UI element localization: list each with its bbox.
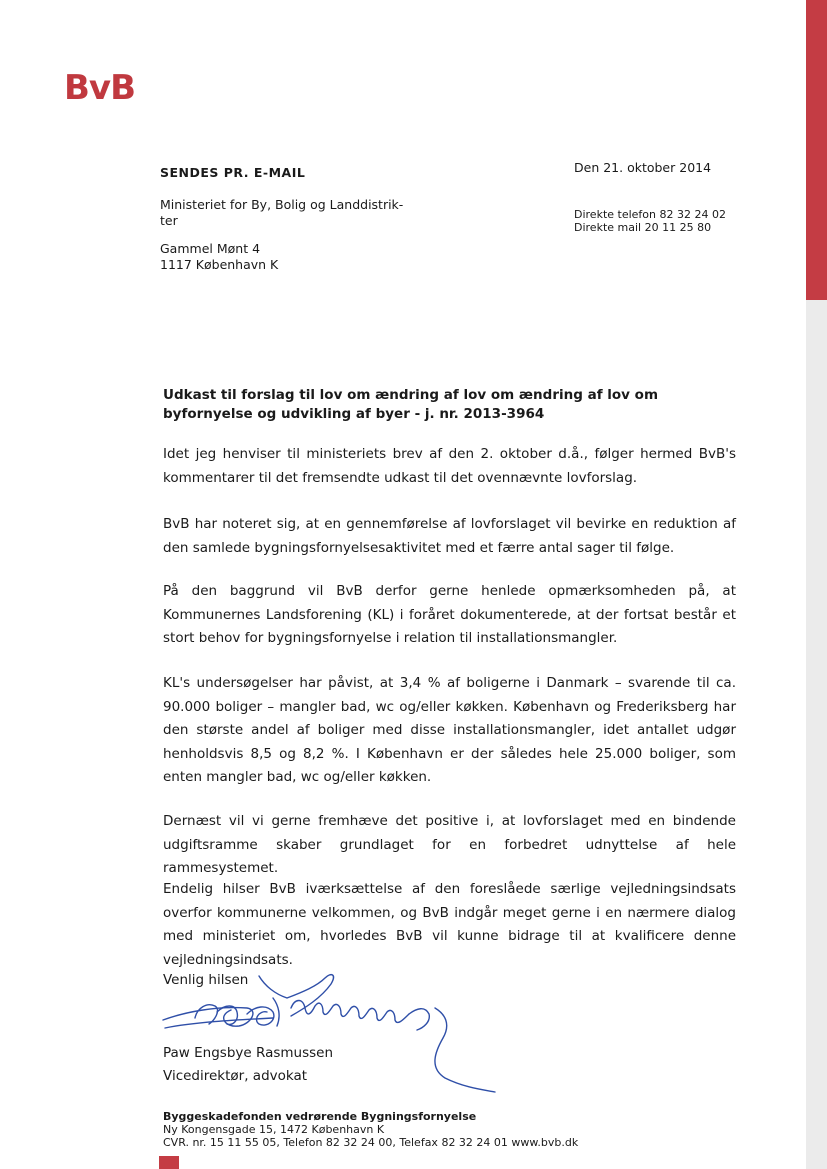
signatory-title: Vicedirektør, advokat xyxy=(163,1068,308,1084)
bvb-logo: BvB xyxy=(64,68,135,108)
recipient-block xyxy=(160,197,403,229)
direct-phone: Direkte telefon 82 32 24 02 xyxy=(574,208,726,221)
delivery-method: SENDES PR. E-MAIL xyxy=(160,165,306,180)
direct-mail: Direkte mail 20 11 25 80 xyxy=(574,221,712,234)
letter-footer xyxy=(163,1110,578,1149)
recipient-line-1: Ministeriet for By, Bolig og Landdistrik- xyxy=(160,197,404,212)
subject-heading: Udkast til forslag til lov om ændring af lov om ændring af lov om byfornyelse og udvikling af byer - j. nr. 2013-3964 xyxy=(163,387,659,422)
recipient-line-2: ter xyxy=(160,213,178,228)
footer-contact: CVR. nr. 15 11 55 05, Telefon 82 32 24 00, Telefax 82 32 24 01 www.bvb.dk xyxy=(163,1136,579,1149)
paragraph-3: På den baggrund vil BvB derfor gerne henlede opmærksomheden på, at Kommunernes Landsforening (KL) i foråret dokumenterede, at der fortsat består et stort behov for bygningsfornyelse i relation til installationsmangler. xyxy=(163,583,736,646)
address-block xyxy=(160,241,278,273)
letter-date: Den 21. oktober 2014 xyxy=(574,160,712,175)
address-line-2: 1117 København K xyxy=(160,257,279,272)
paragraph-4: KL's undersøgelser har påvist, at 3,4 % af boligerne i Danmark – svarende til ca. 90.000 boliger – mangler bad, wc og/eller køkken. København og Frederiksberg har den største andel af boliger med disse installationsmangler, idet antallet udgør henholdsvis 8,5 og 8,2 %. I København er der således hele 25.000 boliger, som enten mangler bad, wc og/eller køkken. xyxy=(163,675,736,785)
signatory-name: Paw Engsbye Rasmussen xyxy=(163,1045,334,1061)
closing-greeting: Venlig hilsen xyxy=(163,972,249,988)
paragraph-6: Endelig hilser BvB iværksættelse af den foreslåede særlige vejledningsindsats overfor kommunerne velkommen, og BvB indgår meget gerne i en nærmere dialog med ministeriet om, hvorledes BvB vil kunne bidrage til at kvalificere denne vejledningsindsats. xyxy=(163,881,736,968)
paragraph-2: BvB har noteret sig, at en gennemførelse af lovforslaget vil bevirke en reduktion af den samlede bygningsfornyelsesaktivitet med et færre antal sager til følge. xyxy=(163,516,736,556)
side-accent-bar xyxy=(806,0,827,300)
paragraph-1: Idet jeg henviser til ministeriets brev af den 2. oktober d.å., følger hermed BvB's kommentarer til det fremsendte udkast til det ovennævnte lovforslag. xyxy=(163,446,736,486)
paragraph-5: Dernæst vil vi gerne fremhæve det positive i, at lovforslaget med en bindende udgiftsramme skaber grundlaget for en forbedret udnyttelse af hele rammesystemet. xyxy=(163,813,736,876)
footer-address: Ny Kongensgade 15, 1472 København K xyxy=(163,1123,385,1136)
address-line-1: Gammel Mønt 4 xyxy=(160,241,261,256)
footer-org: Byggeskadefonden vedrørende Bygningsfornyelse xyxy=(163,1110,477,1123)
signatory-block xyxy=(163,1042,333,1088)
footer-accent-square xyxy=(159,1156,179,1169)
side-margin-strip xyxy=(806,300,827,1169)
direct-contact xyxy=(574,208,726,234)
